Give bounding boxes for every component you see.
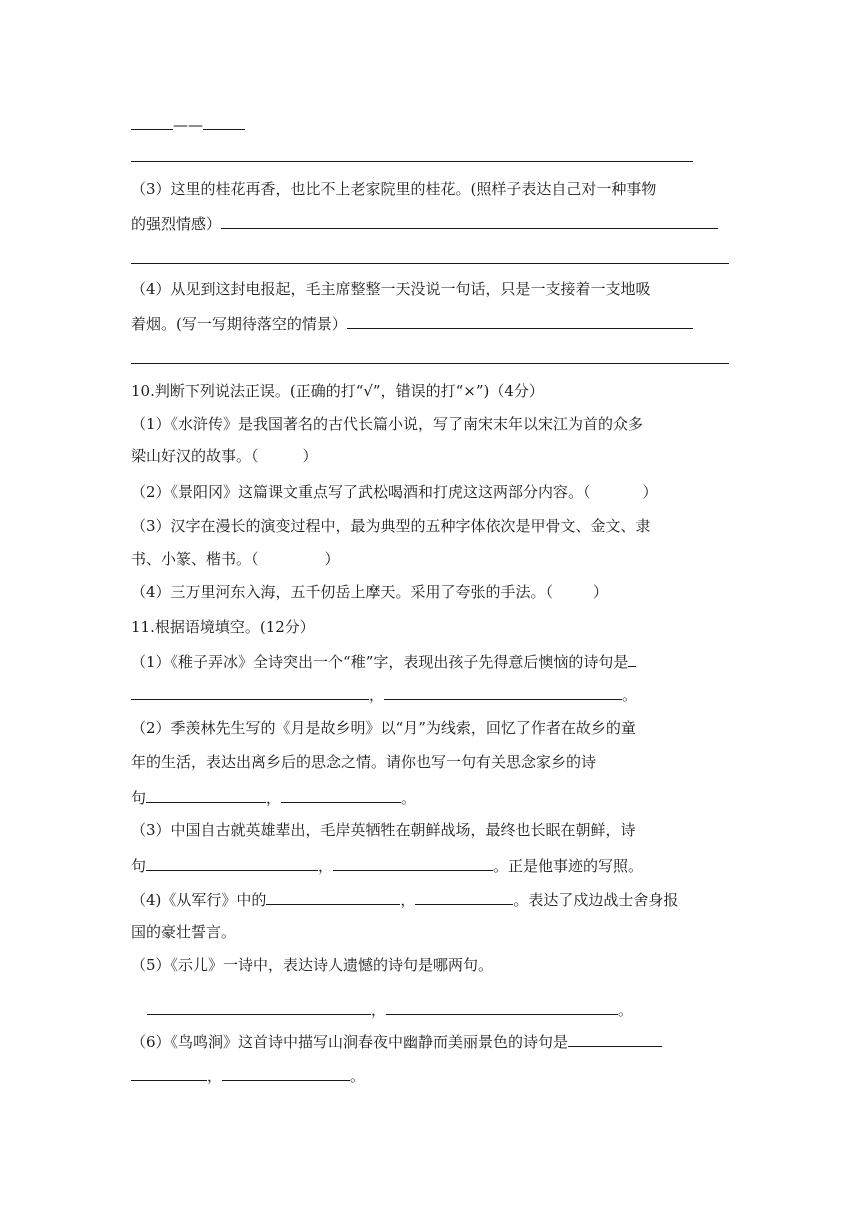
q11-item-6-line2: ， 。 bbox=[131, 1064, 365, 1086]
q10-item-2: （2）《景阳冈》这篇课文重点写了武松喝酒和打虎这这两部分内容。（ ） bbox=[131, 483, 658, 501]
q9-item-4-line1: （4）从见到这封电报起，毛主席整整一天没说一句话，只是一支接着一支地吸 bbox=[131, 280, 651, 298]
answer-blank[interactable] bbox=[146, 786, 266, 803]
q11-item-3-line1: （3）中国自古就英雄辈出，毛岸英牺牲在朝鲜战场，最终也长眠在朝鲜，诗 bbox=[131, 821, 636, 839]
answer-blank[interactable] bbox=[266, 888, 400, 905]
answer-blank[interactable] bbox=[146, 854, 318, 871]
answer-blank[interactable] bbox=[281, 786, 401, 803]
answer-blank[interactable] bbox=[568, 1030, 662, 1047]
answer-blank[interactable] bbox=[222, 1064, 350, 1081]
q11-item-6-line1: （6）《鸟鸣涧》这首诗中描写山涧春夜中幽静而美丽景色的诗句是 bbox=[131, 1030, 662, 1052]
answer-blank[interactable] bbox=[347, 312, 693, 329]
answer-blank[interactable] bbox=[147, 998, 371, 1015]
q10-item-4: （4）三万里河东入海，五千仞岳上摩天。采用了夸张的手法。（ ） bbox=[131, 583, 609, 601]
q11-item-3-line2: 句 ， 。正是他事迹的写照。 bbox=[131, 854, 643, 876]
answer-blank[interactable] bbox=[384, 683, 622, 700]
answer-line[interactable] bbox=[131, 363, 729, 364]
q11-item-4-line2: 国的豪壮誓言。 bbox=[131, 923, 237, 941]
top-fill-line bbox=[131, 113, 245, 135]
q11-item-1-line2: ， 。 bbox=[131, 683, 637, 705]
q9-item-3-line1: （3）这里的桂花再香，也比不上老家院里的桂花。(照样子表达自己对一种事物 bbox=[131, 180, 657, 198]
q11-title: 11.根据语境填空。(12分） bbox=[131, 618, 315, 636]
answer-blank[interactable] bbox=[628, 650, 636, 667]
q11-item-5-line1: （5）《示儿》一诗中，表达诗人遗憾的诗句是哪两句。 bbox=[131, 956, 494, 974]
answer-blank[interactable] bbox=[333, 854, 493, 871]
answer-blank[interactable] bbox=[131, 1064, 207, 1081]
answer-blank[interactable] bbox=[221, 212, 718, 229]
q10-item-1-line2: 梁山好汉的故事。（ ） bbox=[131, 447, 318, 465]
q11-item-4-line1: （4)《从军行》中的 ， 。表达了戍边战士舍身报 bbox=[131, 888, 678, 910]
q9-item-3-line2: 的强烈情感） bbox=[131, 212, 718, 234]
answer-blank[interactable] bbox=[203, 113, 245, 130]
q9-item-4-line2: 着烟。(写一写期待落空的情景） bbox=[131, 312, 693, 334]
answer-line[interactable] bbox=[131, 263, 729, 264]
q10-title: 10.判断下列说法正误。(正确的打“√”，错误的打“×”)（4分） bbox=[131, 382, 544, 400]
q11-item-1-line1: （1）《稚子弄冰》全诗突出一个“稚”字，表现出孩子先得意后懊恼的诗句是 bbox=[131, 650, 636, 672]
q10-item-3-line2: 书、小篆、楷书。（ ） bbox=[131, 550, 340, 568]
q10-item-3-line1: （3）汉字在漫长的演变过程中，最为典型的五种字体依次是甲骨文、金文、隶 bbox=[131, 517, 651, 535]
answer-blank[interactable] bbox=[131, 683, 369, 700]
answer-blank[interactable] bbox=[131, 113, 173, 130]
q11-item-2-line3: 句 ， 。 bbox=[131, 786, 416, 808]
answer-blank[interactable] bbox=[386, 998, 618, 1015]
dash: —— bbox=[173, 116, 203, 134]
answer-line[interactable] bbox=[131, 161, 693, 162]
answer-blank[interactable] bbox=[415, 888, 513, 905]
q11-item-2-line2: 年的生活，表达出离乡后的思念之情。请你也写一句有关思念家乡的诗 bbox=[131, 753, 597, 771]
q10-item-1-line1: （1）《水浒传》是我国著名的古代长篇小说，写了南宋末年以宋江为首的众多 bbox=[131, 415, 644, 433]
q11-item-5-line2: ， 。 bbox=[147, 998, 633, 1020]
q11-item-2-line1: （2）季羡林先生写的《月是故乡明》以“月”为线索，回忆了作者在故乡的童 bbox=[131, 719, 636, 737]
